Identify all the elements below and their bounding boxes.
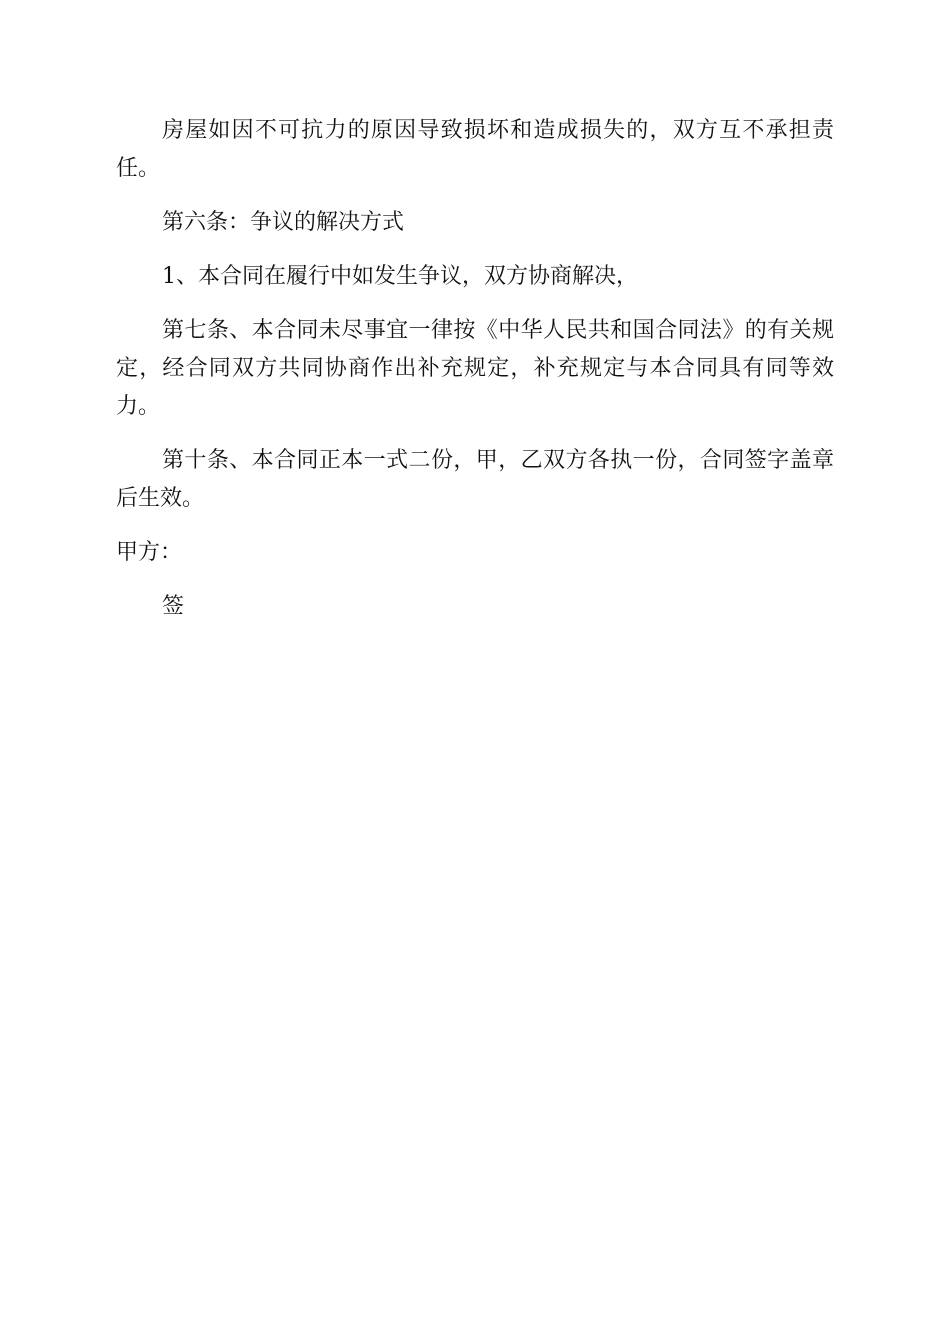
article-six-heading: 第六条：争议的解决方式 <box>162 210 405 235</box>
document-body <box>116 112 834 626</box>
article-ten-paragraph: 第十条、本合同正本一式二份，甲，乙双方各执一份，合同签字盖章后生效。 <box>116 448 834 511</box>
article-seven-paragraph: 第七条、本合同未尽事宜一律按《中华人民共和国合同法》的有关规定，经合同双方共同协商作出补充规定，补充规定与本合同具有同等效力。 <box>116 318 834 419</box>
signature-label: 签 <box>162 594 185 619</box>
force-majeure-paragraph: 房屋如因不可抗力的原因导致损坏和造成损失的，双方互不承担责任。 <box>116 118 834 181</box>
party-a-label: 甲方： <box>116 540 183 565</box>
dispute-clause-paragraph: 1、本合同在履行中如发生争议，双方协商解决， <box>162 264 638 289</box>
